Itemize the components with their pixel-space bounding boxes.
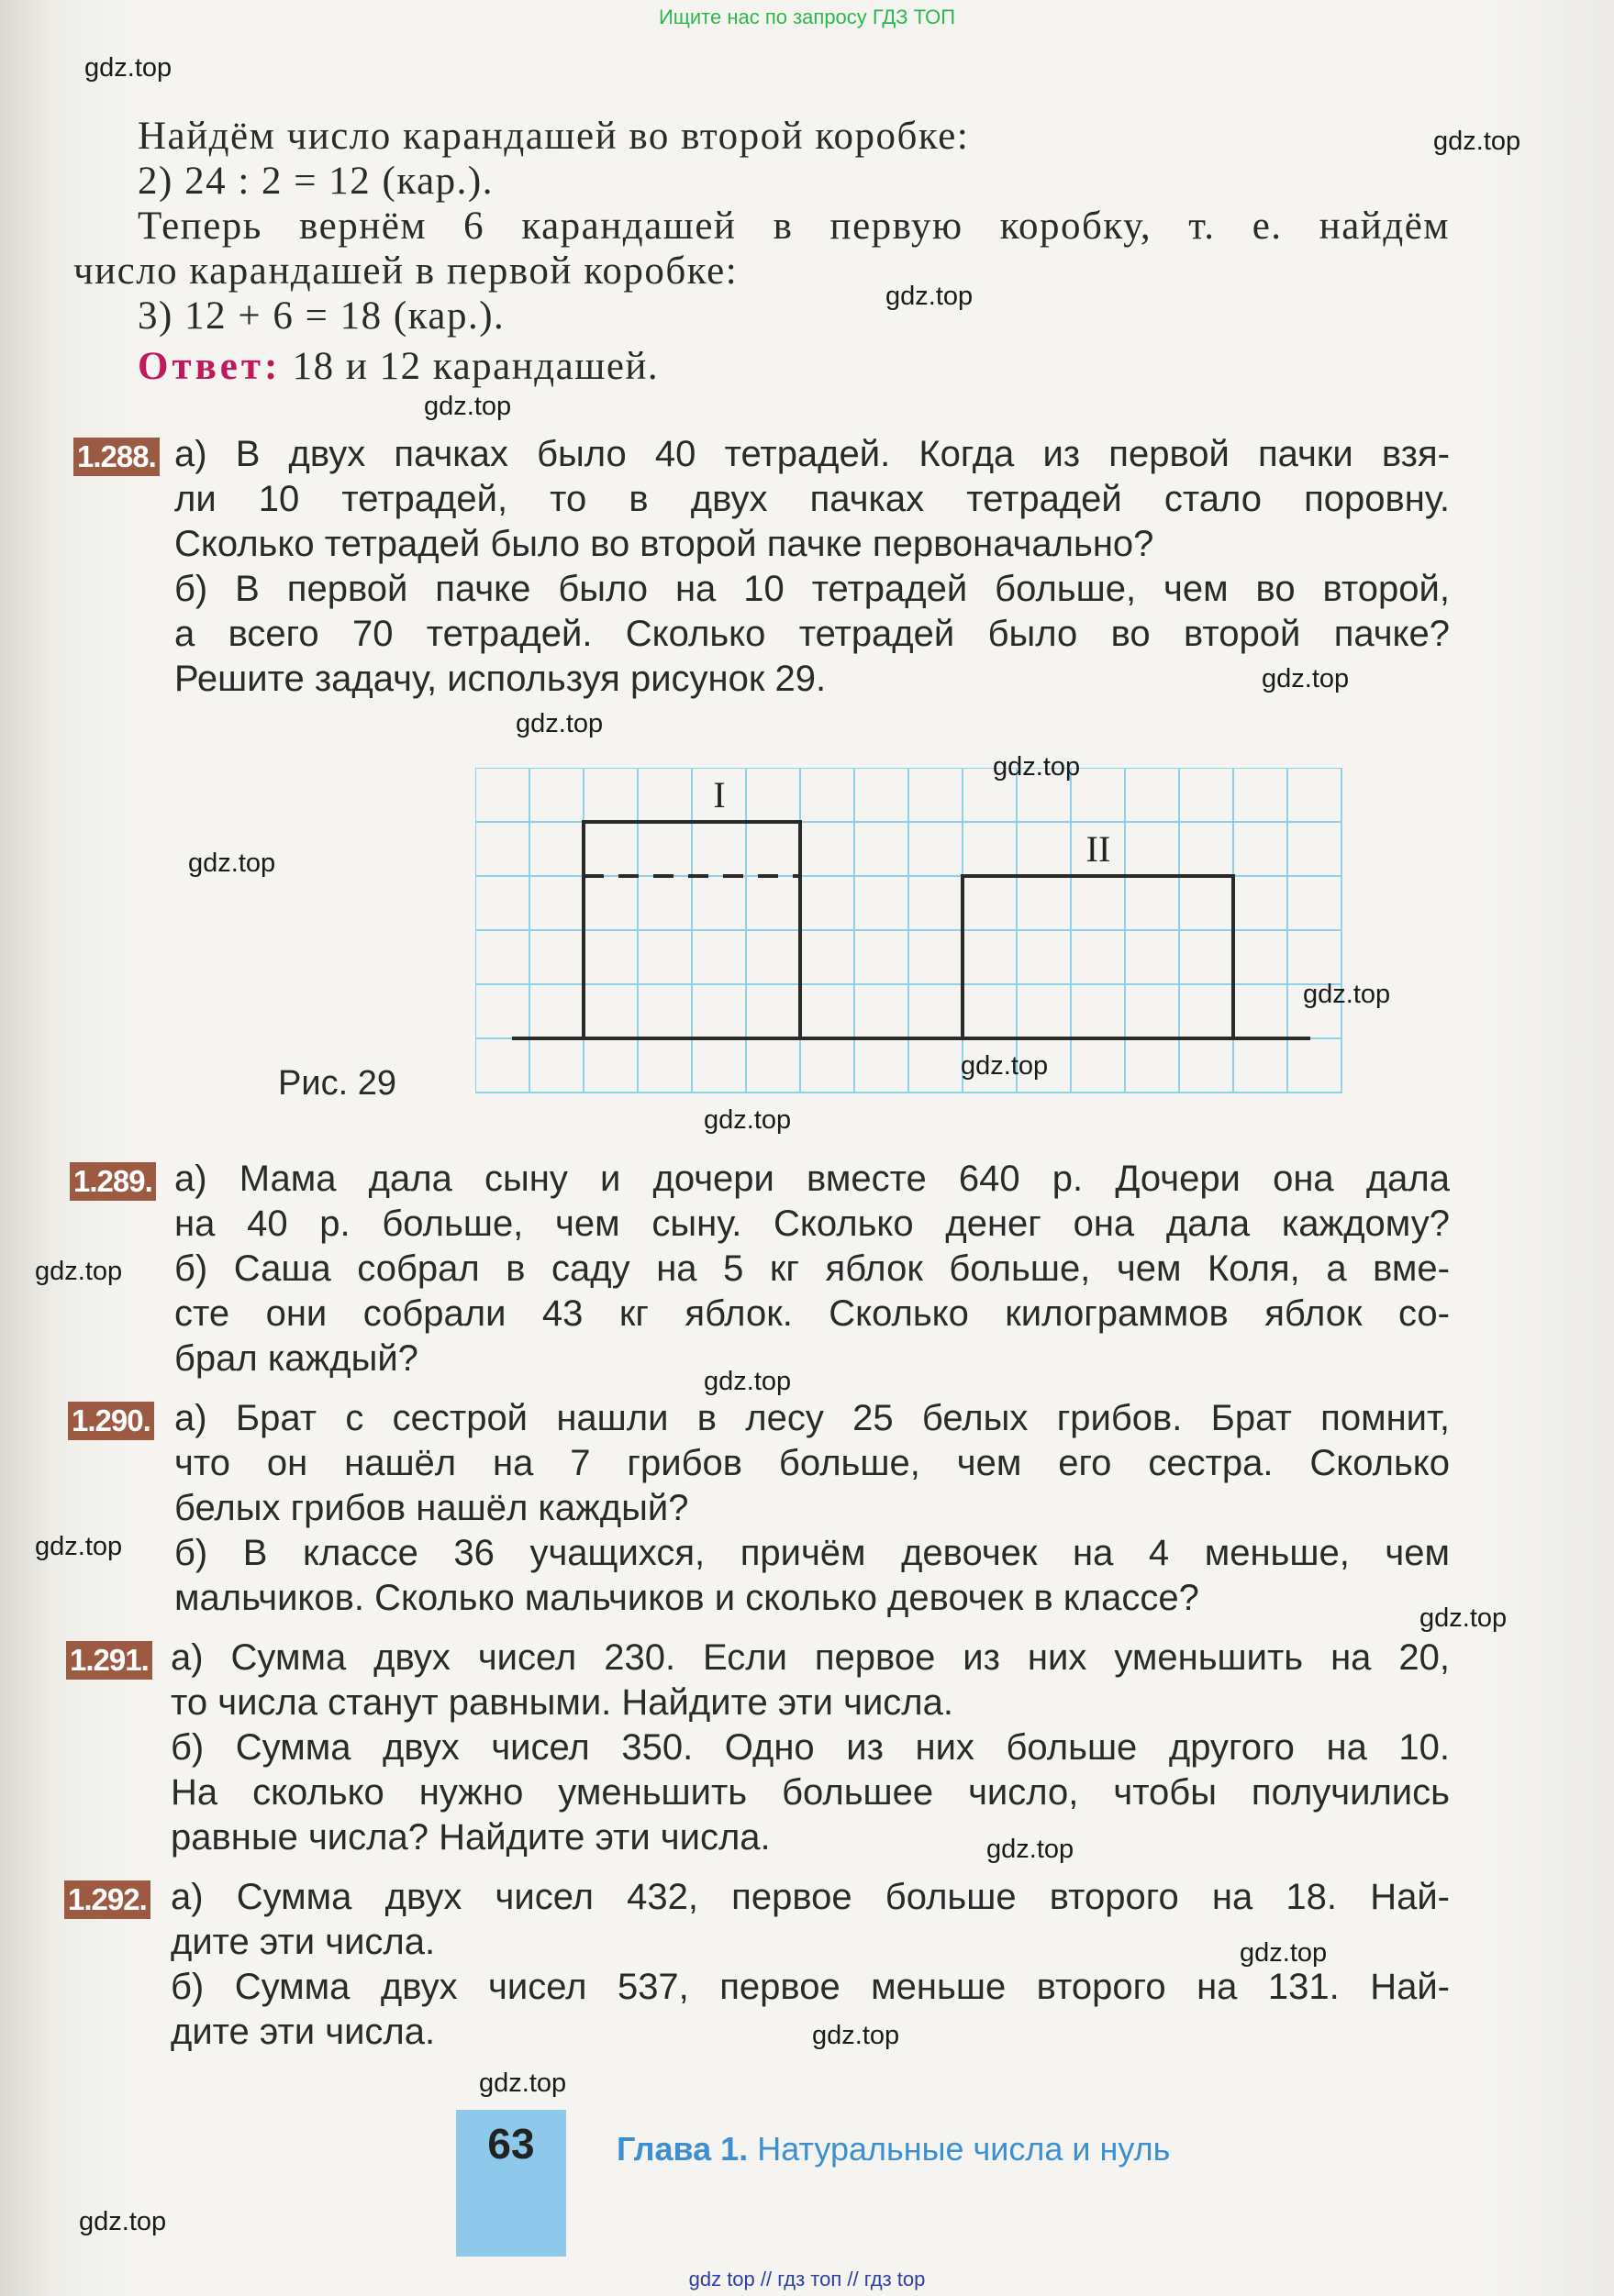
problem-text-line: равные числа? Найдите эти числа. xyxy=(171,1817,771,1858)
problem-text-line: дите эти числа. xyxy=(171,1922,436,1962)
chapter-title: Натуральные числа и нуль xyxy=(757,2130,1171,2168)
bar-two xyxy=(963,876,1233,1038)
watermark[interactable]: gdz.top xyxy=(84,53,173,83)
watermark[interactable]: gdz.top xyxy=(1240,1938,1328,1968)
solution-line: 2) 24 : 2 = 12 (кар.). xyxy=(138,160,494,203)
watermark[interactable]: gdz.top xyxy=(516,709,604,738)
problem-text-line: белых грибов нашёл каждый? xyxy=(174,1488,689,1528)
problem-text-line: то числа станут равными. Найдите эти числа. xyxy=(171,1682,953,1723)
problem-text-line: дите эти числа. xyxy=(171,2012,436,2052)
problem-text-line: а) Брат с сестрой нашли в лесу 25 белых грибов. Брат помнит, xyxy=(174,1398,1450,1438)
grid-paper xyxy=(475,768,1341,1093)
watermark[interactable]: gdz.top xyxy=(1303,980,1391,1009)
watermark[interactable]: gdz.top xyxy=(35,1532,123,1561)
watermark[interactable]: gdz.top xyxy=(704,1105,792,1135)
problem-number-1290: 1.290. xyxy=(68,1402,154,1440)
problem-text-line: а всего 70 тетрадей. Сколько тетрадей было во второй пачке? xyxy=(174,614,1450,654)
solution-line: Теперь вернём 6 карандашей в первую коробку, т. е. найдём xyxy=(138,205,1450,248)
problem-text-line: б) В классе 36 учащихся, причём девочек на 4 меньше, чем xyxy=(174,1533,1450,1573)
bar-two-label: II xyxy=(1085,828,1111,870)
solution-line: число карандашей в первой коробке: xyxy=(73,250,739,293)
problem-text-line: а) В двух пачках было 40 тетрадей. Когда из первой пачки взя- xyxy=(174,434,1450,474)
problem-text-line: ли 10 тетрадей, то в двух пачках тетрадей стало поровну. xyxy=(174,479,1450,519)
watermark[interactable]: gdz.top xyxy=(993,752,1081,782)
problem-text-line: что он нашёл на 7 грибов больше, чем его сестра. Сколько xyxy=(174,1443,1450,1483)
watermark[interactable]: gdz.top xyxy=(35,1257,123,1286)
solution-line: 3) 12 + 6 = 18 (кар.). xyxy=(138,294,506,338)
watermark[interactable]: gdz.top xyxy=(704,1367,792,1396)
watermark[interactable]: gdz.top xyxy=(885,282,974,311)
top-banner[interactable]: Ищите нас по запросу ГДЗ ТОП xyxy=(658,6,956,28)
problem-number-1288: 1.288. xyxy=(73,438,160,476)
watermark[interactable]: gdz.top xyxy=(424,392,512,421)
problem-text-line: б) Сумма двух чисел 537, первое меньше второго на 131. Най- xyxy=(171,1967,1450,2007)
page-number: 63 xyxy=(487,2120,535,2168)
problem-number-1289: 1.289. xyxy=(70,1162,156,1201)
problem-text-line: На сколько нужно уменьшить большее число, чтобы получились xyxy=(171,1772,1450,1813)
problem-text-line: сте они собрали 43 кг яблок. Сколько килограммов яблок со- xyxy=(174,1293,1450,1334)
bar-one-label: I xyxy=(713,774,726,815)
watermark[interactable]: gdz.top xyxy=(1433,127,1521,156)
solution-line: Найдём число карандашей во второй коробке: xyxy=(138,115,970,158)
problem-text-line: мальчиков. Сколько мальчиков и сколько девочек в классе? xyxy=(174,1578,1199,1618)
problem-text-line: б) В первой пачке было на 10 тетрадей больше, чем во второй, xyxy=(174,569,1450,609)
watermark[interactable]: gdz.top xyxy=(961,1051,1049,1081)
problem-number-1292: 1.292. xyxy=(64,1880,150,1919)
problem-text-line: а) Мама дала сыну и дочери вместе 640 р. Дочери она дала xyxy=(174,1159,1450,1199)
problem-text-line: б) Сумма двух чисел 350. Одно из них больше другого на 10. xyxy=(171,1727,1450,1768)
problem-text-line: а) Сумма двух чисел 230. Если первое из них уменьшить на 20, xyxy=(171,1637,1450,1678)
answer-text: 18 и 12 карандашей. xyxy=(292,345,660,388)
problem-text-line: а) Сумма двух чисел 432, первое больше второго на 18. Най- xyxy=(171,1877,1450,1917)
problem-text-line: брал каждый? xyxy=(174,1338,418,1379)
answer-label: Ответ: xyxy=(138,345,282,388)
chapter-footer xyxy=(617,2130,1170,2168)
figure-caption: Рис. 29 xyxy=(278,1064,396,1103)
watermark[interactable]: gdz.top xyxy=(1419,1603,1508,1633)
bottom-banner[interactable]: gdz top // гдз топ // гдз top xyxy=(688,2268,926,2290)
watermark[interactable]: gdz.top xyxy=(812,2021,900,2050)
figure-29-diagram xyxy=(475,768,1347,1098)
problem-text-line: на 40 р. больше, чем сыну. Сколько денег она дала каждому? xyxy=(174,1203,1450,1244)
answer-line xyxy=(138,344,659,389)
watermark[interactable]: gdz.top xyxy=(1262,664,1350,693)
watermark[interactable]: gdz.top xyxy=(479,2069,567,2098)
problem-number-1291: 1.291. xyxy=(66,1641,152,1680)
problem-text-line: б) Саша собрал в саду на 5 кг яблок больше, чем Коля, а вме- xyxy=(174,1248,1450,1289)
problem-text-line: Сколько тетрадей было во второй пачке первоначально? xyxy=(174,524,1154,564)
watermark[interactable]: gdz.top xyxy=(79,2207,167,2236)
watermark[interactable]: gdz.top xyxy=(188,849,276,878)
chapter-label: Глава 1. xyxy=(617,2130,749,2168)
watermark[interactable]: gdz.top xyxy=(986,1835,1074,1864)
problem-text-line: Решите задачу, используя рисунок 29. xyxy=(174,659,827,699)
